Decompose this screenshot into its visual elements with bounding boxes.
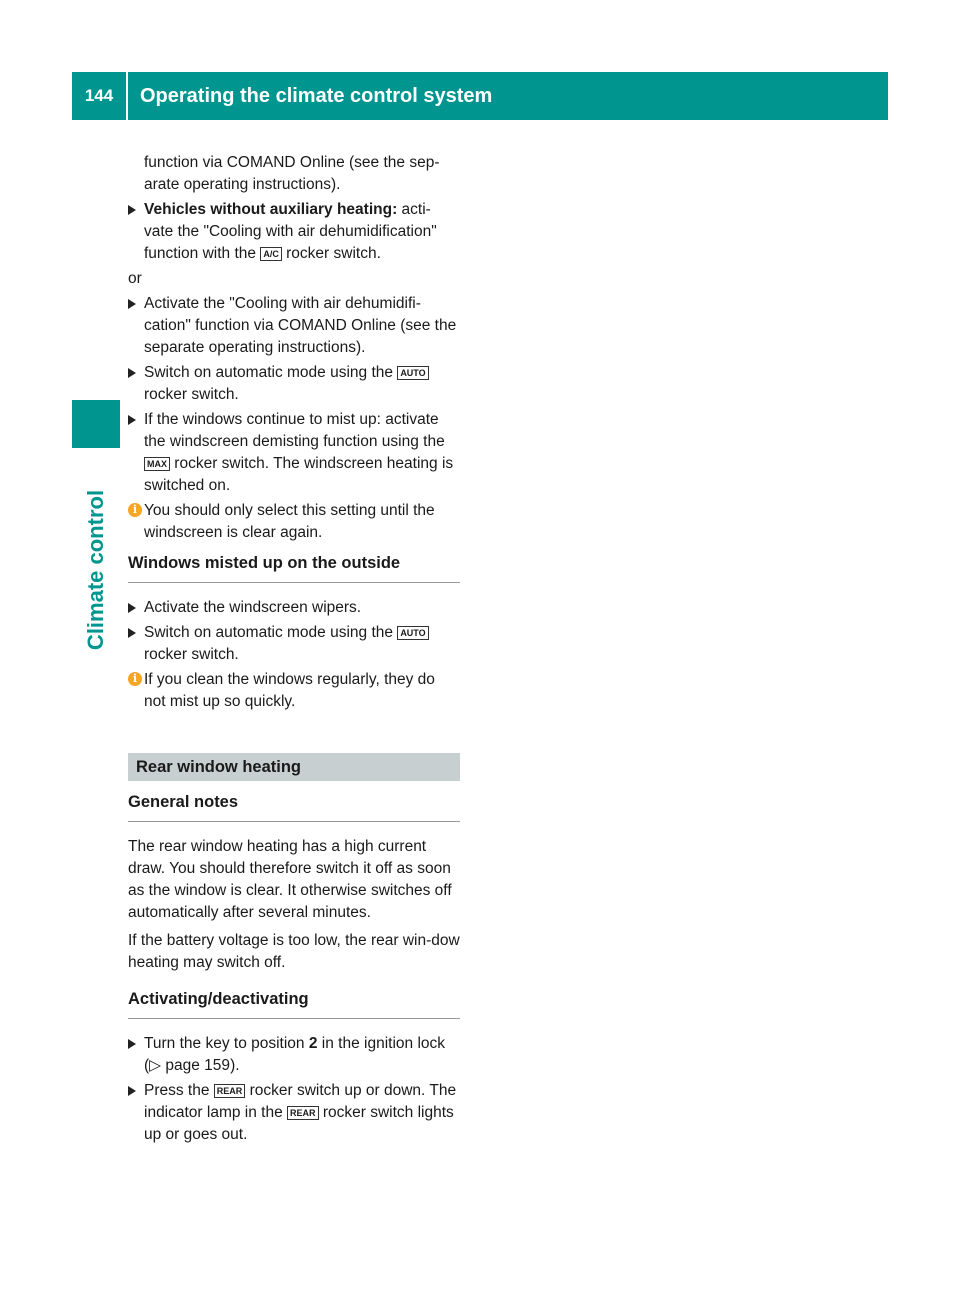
- side-tab-marker: [72, 400, 120, 448]
- text: rocker switch. The windscreen heating is switched on.: [144, 455, 454, 494]
- list-item: [128, 199, 460, 265]
- info-note: [128, 669, 460, 713]
- text: Activate the "Cooling with air dehumidifi-cation" function via COMAND Online (see the separate operating instructions).: [144, 295, 457, 356]
- info-icon: i: [128, 503, 142, 517]
- page-header: [72, 72, 888, 120]
- arrow-bullet-icon: [128, 415, 136, 425]
- section-heading: Activating/deactivating: [128, 988, 460, 1019]
- text: acti-vate the "Cooling with air dehumidification" function with the: [144, 201, 437, 262]
- info-icon: i: [128, 672, 142, 686]
- text: ).: [230, 1057, 240, 1074]
- list-item: [128, 1080, 460, 1146]
- list-item: [128, 622, 460, 666]
- section-heading: General notes: [128, 791, 460, 822]
- text: You should only select this setting until the windscreen is clear again.: [144, 502, 435, 541]
- text: Switch on automatic mode using the: [144, 624, 398, 641]
- text: in the ignition lock (: [144, 1035, 446, 1074]
- list-item: [128, 597, 460, 619]
- page-title: Operating the climate control system: [140, 84, 493, 107]
- side-tab-label: Climate control: [83, 489, 109, 651]
- rear-heater-button-icon: REAR: [287, 1106, 319, 1120]
- bold-text: 2: [308, 1035, 318, 1052]
- side-tab: [72, 470, 120, 670]
- list-item: [128, 409, 460, 497]
- text: Press the: [144, 1082, 214, 1099]
- ac-button-icon: A/C: [260, 247, 282, 261]
- arrow-bullet-icon: [128, 368, 136, 378]
- text: rocker switch.: [144, 386, 239, 403]
- text: Switch on automatic mode using the: [144, 364, 398, 381]
- list-item: [128, 362, 460, 406]
- section-banner-title: Rear window heating: [136, 758, 302, 776]
- section-heading: Windows misted up on the outside: [128, 552, 460, 583]
- paragraph: The rear window heating has a high current draw. You should therefore switch it off as soon as the window is clear. It otherwise switches off automatically after several minutes.: [128, 838, 452, 921]
- demist-max-button-icon: MAX: [144, 457, 170, 471]
- arrow-bullet-icon: [128, 205, 136, 215]
- rear-heater-button-icon: REAR: [214, 1084, 246, 1098]
- text: rocker switch.: [281, 245, 381, 262]
- text: If you clean the windows regularly, they do not mist up so quickly.: [144, 671, 435, 710]
- arrow-bullet-icon: [128, 603, 136, 613]
- info-note: [128, 500, 460, 544]
- text: rocker switch up or down. The indicator lamp in the: [144, 1082, 457, 1121]
- text: rocker switch.: [144, 646, 239, 663]
- arrow-bullet-icon: [128, 1086, 136, 1096]
- page-reference-link[interactable]: ▷ page 159: [149, 1057, 231, 1074]
- text: Activate the windscreen wipers.: [144, 599, 362, 616]
- arrow-bullet-icon: [128, 299, 136, 309]
- arrow-bullet-icon: [128, 628, 136, 638]
- list-item: [128, 1033, 460, 1077]
- text: If the windows continue to mist up: activate the windscreen demisting function using the: [144, 411, 445, 450]
- text: rocker switch lights up or goes out.: [144, 1104, 454, 1143]
- paragraph: If the battery voltage is too low, the rear win-dow heating may switch off.: [128, 932, 460, 971]
- list-item: [128, 293, 460, 359]
- section-banner: [128, 753, 460, 781]
- auto-button-icon: AUTO: [397, 626, 428, 640]
- auto-button-icon: AUTO: [397, 366, 428, 380]
- paragraph: or: [128, 270, 142, 287]
- bold-text: Vehicles without auxiliary heating:: [144, 201, 398, 218]
- paragraph: function via COMAND Online (see the sep-arate operating instructions).: [144, 154, 440, 193]
- main-content: [128, 152, 460, 1149]
- arrow-bullet-icon: [128, 1039, 136, 1049]
- page-number: 144: [84, 86, 114, 105]
- text: Turn the key to position: [144, 1035, 309, 1052]
